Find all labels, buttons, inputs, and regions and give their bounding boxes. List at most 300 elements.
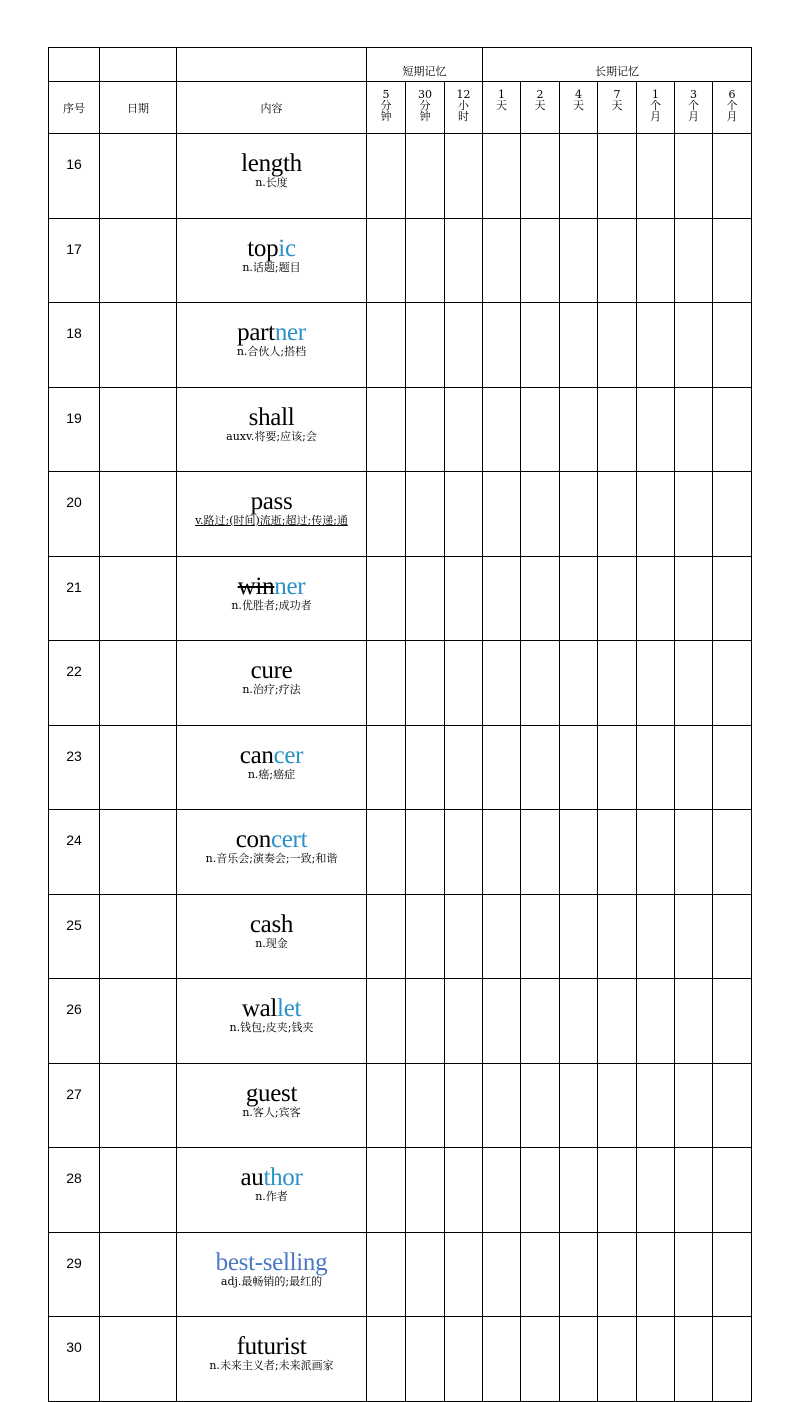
- word-plain: can: [239, 741, 274, 769]
- review-checkbox-cell[interactable]: [675, 810, 713, 895]
- review-checkbox-cell[interactable]: [521, 472, 560, 557]
- seq-cell: 22: [49, 641, 100, 726]
- review-checkbox-cell[interactable]: [713, 556, 752, 641]
- date-cell[interactable]: [100, 1063, 177, 1148]
- review-checkbox-cell[interactable]: [367, 1232, 406, 1317]
- review-checkbox-cell[interactable]: [637, 1232, 675, 1317]
- interval-label-part: 个: [650, 99, 661, 112]
- review-checkbox-cell[interactable]: [637, 134, 675, 219]
- review-checkbox-cell[interactable]: [406, 303, 445, 388]
- review-checkbox-cell[interactable]: [483, 1232, 521, 1317]
- table-row: [49, 641, 752, 726]
- word: [177, 321, 366, 345]
- interval-header: [483, 82, 521, 134]
- word-plain: cash: [249, 910, 294, 938]
- review-checkbox-cell[interactable]: [675, 218, 713, 303]
- word-highlight: best-selling: [215, 1248, 328, 1276]
- content-cell: [177, 810, 367, 895]
- interval-label-part: 个: [688, 99, 699, 112]
- word: [177, 1166, 366, 1190]
- content-cell: [177, 218, 367, 303]
- interval-label-part: 分: [380, 99, 392, 112]
- content-cell: [177, 979, 367, 1064]
- review-checkbox-cell[interactable]: [713, 725, 752, 810]
- review-checkbox-cell[interactable]: [521, 556, 560, 641]
- seq-cell: 17: [49, 218, 100, 303]
- word: [177, 828, 366, 852]
- review-checkbox-cell[interactable]: [445, 218, 483, 303]
- review-checkbox-cell[interactable]: [445, 387, 483, 472]
- review-checkbox-cell[interactable]: [598, 894, 637, 979]
- review-checkbox-cell[interactable]: [445, 979, 483, 1064]
- review-checkbox-cell[interactable]: [560, 387, 598, 472]
- review-checkbox-cell[interactable]: [560, 979, 598, 1064]
- interval-label-part: 30: [418, 88, 432, 101]
- word-plain: con: [235, 826, 271, 853]
- review-checkbox-cell[interactable]: [598, 725, 637, 810]
- content-cell: [177, 472, 367, 557]
- word: [177, 741, 366, 769]
- date-header: 日期: [100, 82, 177, 134]
- interval-header: [598, 82, 637, 134]
- review-checkbox-cell[interactable]: [483, 1148, 521, 1233]
- vocabulary-table: [48, 47, 752, 1402]
- word-plain: guest: [245, 1079, 298, 1107]
- review-checkbox-cell[interactable]: [560, 1317, 598, 1402]
- seq-cell: 19: [49, 387, 100, 472]
- word-plain: win: [237, 572, 275, 600]
- date-cell[interactable]: [100, 1232, 177, 1317]
- review-checkbox-cell[interactable]: [598, 134, 637, 219]
- review-checkbox-cell[interactable]: [560, 218, 598, 303]
- table-row: [49, 1148, 752, 1233]
- review-checkbox-cell[interactable]: [675, 1148, 713, 1233]
- review-checkbox-cell[interactable]: [445, 303, 483, 388]
- date-cell[interactable]: [100, 556, 177, 641]
- content-cell: [177, 556, 367, 641]
- word-plain: au: [240, 1164, 264, 1191]
- content-cell: [177, 1063, 367, 1148]
- interval-label-part: 1: [652, 88, 659, 101]
- word-highlight: thor: [263, 1164, 303, 1191]
- review-checkbox-cell[interactable]: [637, 979, 675, 1064]
- review-checkbox-cell[interactable]: [598, 810, 637, 895]
- review-checkbox-cell[interactable]: [445, 725, 483, 810]
- date-cell[interactable]: [100, 1317, 177, 1402]
- review-checkbox-cell[interactable]: [713, 894, 752, 979]
- meaning: n.作者: [255, 1190, 288, 1203]
- review-checkbox-cell[interactable]: [713, 979, 752, 1064]
- review-checkbox-cell[interactable]: [637, 725, 675, 810]
- table-row: [49, 894, 752, 979]
- word: [177, 234, 366, 262]
- review-checkbox-cell[interactable]: [713, 1148, 752, 1233]
- word: [177, 152, 366, 176]
- review-checkbox-cell[interactable]: [713, 641, 752, 726]
- word: [177, 490, 366, 514]
- review-checkbox-cell[interactable]: [445, 641, 483, 726]
- review-checkbox-cell[interactable]: [483, 1063, 521, 1148]
- date-cell[interactable]: [100, 725, 177, 810]
- table-row: [49, 303, 752, 388]
- word-plain: top: [247, 234, 279, 262]
- table-row: [49, 1317, 752, 1402]
- review-checkbox-cell[interactable]: [367, 894, 406, 979]
- meaning: n.优胜者;成功者: [231, 598, 312, 612]
- interval-label-part: 天: [534, 99, 546, 112]
- interval-header: [675, 82, 713, 134]
- date-cell[interactable]: [100, 979, 177, 1064]
- review-checkbox-cell[interactable]: [406, 134, 445, 219]
- review-checkbox-cell[interactable]: [521, 303, 560, 388]
- interval-label-part: 4: [575, 88, 582, 101]
- word-highlight: ic: [278, 234, 296, 262]
- seq-cell: 20: [49, 472, 100, 557]
- seq-cell: 16: [49, 134, 100, 219]
- review-checkbox-cell[interactable]: [560, 1148, 598, 1233]
- review-checkbox-cell[interactable]: [637, 472, 675, 557]
- review-checkbox-cell[interactable]: [560, 1232, 598, 1317]
- table-row: [49, 134, 752, 219]
- interval-label-part: 时: [458, 110, 469, 123]
- review-checkbox-cell[interactable]: [445, 810, 483, 895]
- review-checkbox-cell[interactable]: [713, 134, 752, 219]
- word: [177, 997, 366, 1021]
- review-checkbox-cell[interactable]: [483, 556, 521, 641]
- review-checkbox-cell[interactable]: [406, 641, 445, 726]
- seq-cell: 25: [49, 894, 100, 979]
- meaning: n.长度: [255, 176, 288, 189]
- interval-label-part: 1: [498, 88, 505, 101]
- review-checkbox-cell[interactable]: [445, 1148, 483, 1233]
- review-checkbox-cell[interactable]: [406, 472, 445, 557]
- review-checkbox-cell[interactable]: [483, 641, 521, 726]
- date-cell[interactable]: [100, 641, 177, 726]
- review-checkbox-cell[interactable]: [406, 810, 445, 895]
- date-cell[interactable]: [100, 472, 177, 557]
- review-checkbox-cell[interactable]: [598, 218, 637, 303]
- meaning: n.治疗;疗法: [242, 683, 301, 696]
- content-cell: [177, 1148, 367, 1233]
- review-checkbox-cell[interactable]: [637, 894, 675, 979]
- review-checkbox-cell[interactable]: [598, 303, 637, 388]
- content-cell: [177, 1317, 367, 1402]
- review-checkbox-cell[interactable]: [675, 1232, 713, 1317]
- word: [177, 659, 366, 683]
- interval-header: [406, 82, 445, 134]
- interval-header: [445, 82, 483, 134]
- meaning: n.癌;癌症: [247, 767, 296, 781]
- review-checkbox-cell[interactable]: [713, 218, 752, 303]
- review-checkbox-cell[interactable]: [560, 810, 598, 895]
- interval-header: [560, 82, 598, 134]
- review-checkbox-cell[interactable]: [406, 894, 445, 979]
- word-highlight: cert: [270, 826, 308, 853]
- review-checkbox-cell[interactable]: [367, 725, 406, 810]
- review-checkbox-cell[interactable]: [598, 1232, 637, 1317]
- review-checkbox-cell[interactable]: [406, 979, 445, 1064]
- meaning: adj.最畅销的;最红的: [220, 1274, 323, 1288]
- review-checkbox-cell[interactable]: [483, 1317, 521, 1402]
- table-row: [49, 472, 752, 557]
- word: [177, 1079, 366, 1107]
- review-checkbox-cell[interactable]: [713, 1232, 752, 1317]
- review-checkbox-cell[interactable]: [406, 1063, 445, 1148]
- review-checkbox-cell[interactable]: [406, 1317, 445, 1402]
- meaning: n.钱包;皮夹;钱夹: [229, 1021, 314, 1034]
- seq-cell: 27: [49, 1063, 100, 1148]
- review-checkbox-cell[interactable]: [675, 979, 713, 1064]
- review-checkbox-cell[interactable]: [637, 387, 675, 472]
- word: [177, 1248, 366, 1276]
- review-checkbox-cell[interactable]: [406, 1232, 445, 1317]
- word-plain: futurist: [236, 1333, 307, 1360]
- meaning: auxv.将要;应该;会: [226, 429, 317, 443]
- review-checkbox-cell[interactable]: [367, 641, 406, 726]
- review-checkbox-cell[interactable]: [483, 894, 521, 979]
- review-checkbox-cell[interactable]: [675, 556, 713, 641]
- review-checkbox-cell[interactable]: [713, 1063, 752, 1148]
- review-checkbox-cell[interactable]: [713, 810, 752, 895]
- review-checkbox-cell[interactable]: [367, 1148, 406, 1233]
- review-checkbox-cell[interactable]: [521, 1063, 560, 1148]
- review-checkbox-cell[interactable]: [483, 218, 521, 303]
- review-checkbox-cell[interactable]: [483, 979, 521, 1064]
- review-checkbox-cell[interactable]: [445, 1063, 483, 1148]
- review-checkbox-cell[interactable]: [521, 218, 560, 303]
- review-checkbox-cell[interactable]: [521, 134, 560, 219]
- review-checkbox-cell[interactable]: [598, 1148, 637, 1233]
- review-checkbox-cell[interactable]: [637, 641, 675, 726]
- review-checkbox-cell[interactable]: [598, 1317, 637, 1402]
- review-checkbox-cell[interactable]: [521, 1317, 560, 1402]
- content-cell: [177, 725, 367, 810]
- date-cell[interactable]: [100, 1148, 177, 1233]
- review-checkbox-cell[interactable]: [406, 1148, 445, 1233]
- review-checkbox-cell[interactable]: [367, 1317, 406, 1402]
- review-checkbox-cell[interactable]: [675, 725, 713, 810]
- meaning: n.客人;宾客: [242, 1105, 301, 1119]
- interval-label-part: 钟: [419, 110, 431, 123]
- review-checkbox-cell[interactable]: [406, 725, 445, 810]
- review-checkbox-cell[interactable]: [560, 556, 598, 641]
- review-checkbox-cell[interactable]: [598, 472, 637, 557]
- review-checkbox-cell[interactable]: [598, 556, 637, 641]
- review-checkbox-cell[interactable]: [521, 725, 560, 810]
- review-checkbox-cell[interactable]: [637, 1317, 675, 1402]
- date-cell[interactable]: [100, 134, 177, 219]
- review-checkbox-cell[interactable]: [675, 641, 713, 726]
- review-checkbox-cell[interactable]: [367, 810, 406, 895]
- review-checkbox-cell[interactable]: [675, 894, 713, 979]
- review-checkbox-cell[interactable]: [675, 387, 713, 472]
- interval-label-part: 2: [536, 88, 544, 101]
- review-checkbox-cell[interactable]: [560, 472, 598, 557]
- review-checkbox-cell[interactable]: [560, 641, 598, 726]
- word-highlight: cer: [273, 741, 304, 769]
- interval-label-part: 个: [726, 99, 738, 112]
- review-checkbox-cell[interactable]: [367, 387, 406, 472]
- long-term-label: 长期记忆: [483, 48, 752, 82]
- review-checkbox-cell[interactable]: [675, 134, 713, 219]
- seq-cell: 23: [49, 725, 100, 810]
- seq-cell: 24: [49, 810, 100, 895]
- word-plain: length: [241, 150, 302, 177]
- word: [177, 1335, 366, 1359]
- date-cell[interactable]: [100, 387, 177, 472]
- word: [177, 403, 366, 431]
- review-checkbox-cell[interactable]: [483, 810, 521, 895]
- review-checkbox-cell[interactable]: [406, 387, 445, 472]
- date-cell[interactable]: [100, 218, 177, 303]
- meaning: n.话题;题目: [242, 260, 301, 274]
- review-checkbox-cell[interactable]: [406, 218, 445, 303]
- table-row: [49, 810, 752, 895]
- interval-header: [521, 82, 560, 134]
- meaning: n.合伙人;搭档: [236, 345, 307, 358]
- review-checkbox-cell[interactable]: [560, 725, 598, 810]
- meaning: v.路过;(时间)流逝;超过;传递;通: [195, 514, 348, 527]
- review-checkbox-cell[interactable]: [637, 556, 675, 641]
- review-checkbox-cell[interactable]: [521, 810, 560, 895]
- blank-cell: [177, 48, 367, 82]
- review-checkbox-cell[interactable]: [445, 1232, 483, 1317]
- table-row: [49, 387, 752, 472]
- review-checkbox-cell[interactable]: [367, 1063, 406, 1148]
- review-checkbox-cell[interactable]: [367, 303, 406, 388]
- interval-label-part: 月: [726, 110, 738, 123]
- review-checkbox-cell[interactable]: [483, 134, 521, 219]
- review-checkbox-cell[interactable]: [483, 725, 521, 810]
- interval-label-part: 3: [690, 88, 697, 101]
- review-checkbox-cell[interactable]: [560, 1063, 598, 1148]
- review-checkbox-cell[interactable]: [560, 134, 598, 219]
- memory-sheet: [48, 47, 751, 1402]
- seq-cell: 30: [49, 1317, 100, 1402]
- interval-label-part: 12: [456, 88, 471, 101]
- table-row: [49, 556, 752, 641]
- column-header-row: [49, 82, 752, 134]
- review-checkbox-cell[interactable]: [675, 1317, 713, 1402]
- seq-cell: 28: [49, 1148, 100, 1233]
- review-checkbox-cell[interactable]: [521, 979, 560, 1064]
- review-checkbox-cell[interactable]: [483, 387, 521, 472]
- review-checkbox-cell[interactable]: [637, 303, 675, 388]
- word-highlight: ner: [274, 572, 306, 600]
- review-checkbox-cell[interactable]: [598, 979, 637, 1064]
- review-checkbox-cell[interactable]: [367, 218, 406, 303]
- content-cell: [177, 894, 367, 979]
- content-header: 内容: [177, 82, 367, 134]
- table-row: [49, 725, 752, 810]
- table-row: [49, 979, 752, 1064]
- seq-cell: 18: [49, 303, 100, 388]
- date-cell[interactable]: [100, 810, 177, 895]
- review-checkbox-cell[interactable]: [367, 472, 406, 557]
- review-checkbox-cell[interactable]: [598, 1063, 637, 1148]
- short-term-label: 短期记忆: [367, 48, 483, 82]
- review-checkbox-cell[interactable]: [675, 472, 713, 557]
- review-checkbox-cell[interactable]: [713, 472, 752, 557]
- review-checkbox-cell[interactable]: [637, 1148, 675, 1233]
- review-checkbox-cell[interactable]: [675, 1063, 713, 1148]
- content-cell: [177, 641, 367, 726]
- review-checkbox-cell[interactable]: [521, 1232, 560, 1317]
- word: [177, 572, 366, 600]
- review-checkbox-cell[interactable]: [713, 387, 752, 472]
- review-checkbox-cell[interactable]: [637, 810, 675, 895]
- review-checkbox-cell[interactable]: [560, 894, 598, 979]
- interval-header: [637, 82, 675, 134]
- review-checkbox-cell[interactable]: [521, 387, 560, 472]
- seq-cell: 21: [49, 556, 100, 641]
- meaning: n.现金: [255, 936, 288, 950]
- review-checkbox-cell[interactable]: [637, 1063, 675, 1148]
- content-cell: [177, 303, 367, 388]
- review-checkbox-cell[interactable]: [637, 218, 675, 303]
- word-highlight: ner: [274, 319, 306, 346]
- review-checkbox-cell[interactable]: [521, 894, 560, 979]
- word-plain: pass: [250, 488, 293, 515]
- interval-label-part: 月: [650, 110, 661, 123]
- review-checkbox-cell[interactable]: [560, 303, 598, 388]
- seq-header: 序号: [49, 82, 100, 134]
- seq-cell: 26: [49, 979, 100, 1064]
- review-checkbox-cell[interactable]: [598, 641, 637, 726]
- table-row: [49, 1063, 752, 1148]
- group-header-row: [49, 48, 752, 82]
- meaning: n.未来主义者;未来派画家: [209, 1359, 334, 1372]
- review-checkbox-cell[interactable]: [483, 472, 521, 557]
- review-checkbox-cell[interactable]: [445, 894, 483, 979]
- interval-label-part: 6: [728, 88, 736, 101]
- blank-cell: [100, 48, 177, 82]
- content-cell: [177, 387, 367, 472]
- date-cell[interactable]: [100, 303, 177, 388]
- review-checkbox-cell[interactable]: [713, 1317, 752, 1402]
- interval-label-part: 天: [611, 99, 623, 112]
- word-plain: cure: [250, 657, 293, 684]
- word-plain: shall: [248, 403, 295, 431]
- review-checkbox-cell[interactable]: [367, 134, 406, 219]
- review-checkbox-cell[interactable]: [713, 303, 752, 388]
- review-checkbox-cell[interactable]: [598, 387, 637, 472]
- review-checkbox-cell[interactable]: [675, 303, 713, 388]
- review-checkbox-cell[interactable]: [445, 556, 483, 641]
- review-checkbox-cell[interactable]: [445, 1317, 483, 1402]
- interval-label-part: 钟: [380, 110, 392, 123]
- review-checkbox-cell[interactable]: [445, 134, 483, 219]
- interval-label-part: 天: [573, 99, 584, 112]
- content-cell: [177, 134, 367, 219]
- date-cell[interactable]: [100, 894, 177, 979]
- review-checkbox-cell[interactable]: [521, 641, 560, 726]
- meaning: n.音乐会;演奏会;一致;和谐: [205, 852, 338, 865]
- word-plain: wal: [241, 995, 278, 1022]
- review-checkbox-cell[interactable]: [445, 472, 483, 557]
- table-row: [49, 1232, 752, 1317]
- review-checkbox-cell[interactable]: [367, 556, 406, 641]
- interval-label-part: 分: [419, 99, 431, 112]
- content-cell: [177, 1232, 367, 1317]
- review-checkbox-cell[interactable]: [406, 556, 445, 641]
- interval-header: [367, 82, 406, 134]
- review-checkbox-cell[interactable]: [367, 979, 406, 1064]
- blank-cell: [49, 48, 100, 82]
- word: [177, 910, 366, 938]
- review-checkbox-cell[interactable]: [521, 1148, 560, 1233]
- review-checkbox-cell[interactable]: [483, 303, 521, 388]
